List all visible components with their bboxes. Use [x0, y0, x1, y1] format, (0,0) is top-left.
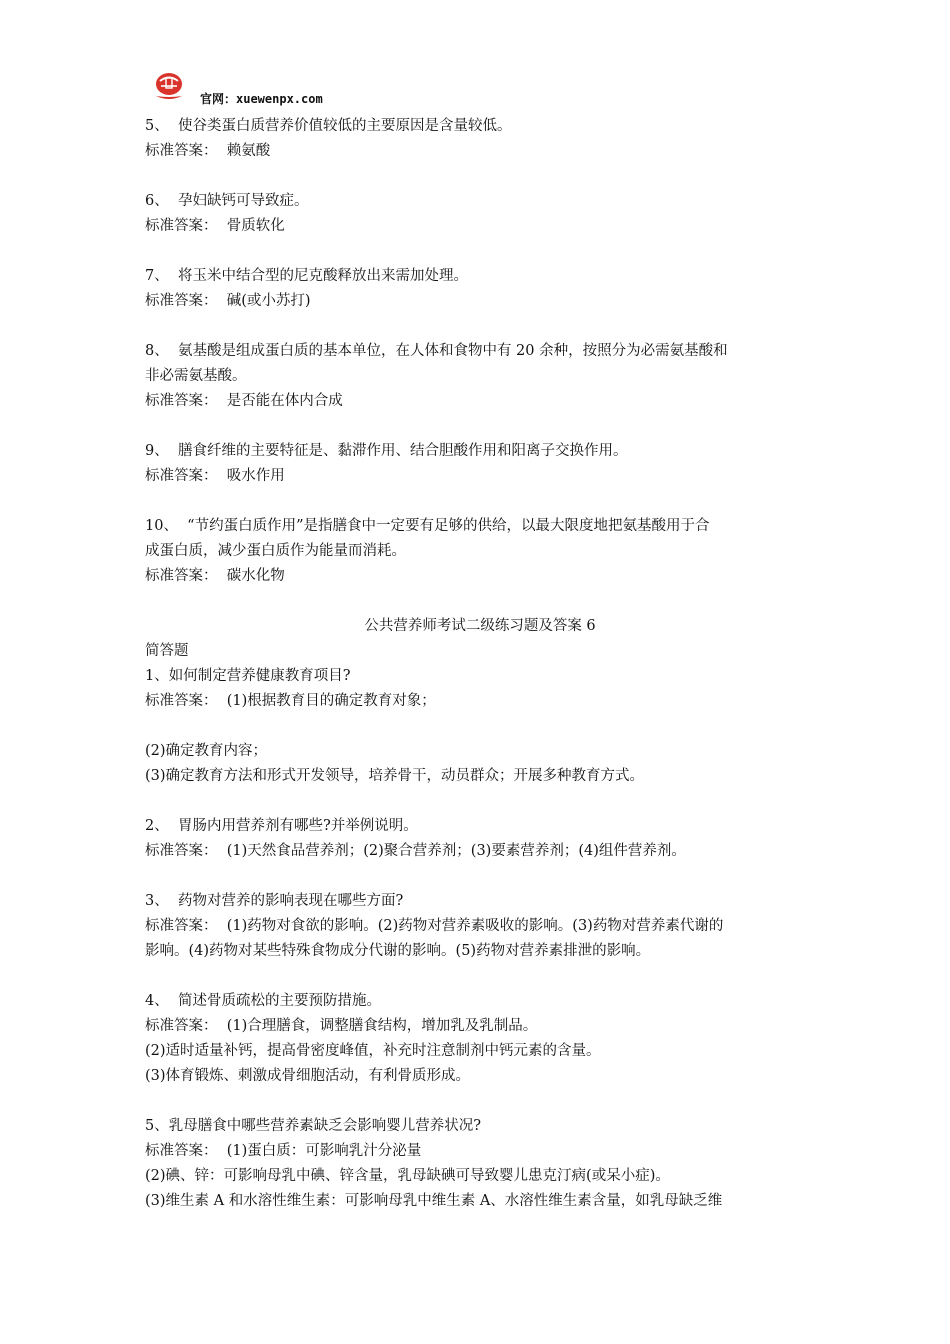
document-body [145, 114, 815, 1214]
text-line: (2)适时适量补钙，提高骨密度峰值，补充时注意制剂中钙元素的含量。 [145, 1043, 601, 1059]
text-line: 5、乳母膳食中哪些营养素缺乏会影响婴儿营养状况? [145, 1118, 481, 1134]
text-line: 简答题 [145, 643, 189, 659]
text-line: 7、 将玉米中结合型的尼克酸释放出来需加处理。 [145, 268, 468, 284]
text-line: 10、 “节约蛋白质作用”是指膳食中一定要有足够的供给，以最大限度地把氨基酸用于合 [145, 518, 710, 534]
text-line: 标准答案： (1)根据教育目的确定教育对象； [145, 693, 436, 709]
text-line: 1、如何制定营养健康教育项目? [145, 668, 351, 684]
text-line: 6、 孕妇缺钙可导致症。 [145, 193, 309, 209]
text-line: 标准答案： (1)天然食品营养剂；(2)聚合营养剂；(3)要素营养剂；(4)组件营养剂。 [145, 843, 686, 859]
text-line: (3)维生素 A 和水溶性维生素：可影响母乳中维生素 A、水溶性维生素含量，如乳母缺乏维 [145, 1193, 723, 1209]
blank-line [145, 964, 815, 989]
text-line: 8、 氨基酸是组成蛋白质的基本单位，在人体和食物中有 20 余种，按照分为必需氨基酸和 [145, 343, 728, 359]
text-line: (3)体育锻炼、刺激成骨细胞活动，有利骨质形成。 [145, 1068, 471, 1084]
blank-line [145, 239, 815, 264]
page-header [152, 72, 552, 106]
text-line: 2、 胃肠内用营养剂有哪些?并举例说明。 [145, 818, 418, 834]
text-line: (2)碘、锌：可影响母乳中碘、锌含量，乳母缺碘可导致婴儿患克汀病(或呆小症)。 [145, 1168, 670, 1184]
blank-line [145, 164, 815, 189]
text-line: 4、 简述骨质疏松的主要预防措施。 [145, 993, 381, 1009]
text-line: 标准答案： 骨质软化 [145, 218, 285, 234]
text-line: 3、 药物对营养的影响表现在哪些方面? [145, 893, 404, 909]
text-line: 9、 膳食纤维的主要特征是、黏滞作用、结合胆酸作用和阳离子交换作用。 [145, 443, 628, 459]
blank-line [145, 489, 815, 514]
text-line: 标准答案： (1)合理膳食，调整膳食结构，增加乳及乳制品。 [145, 1018, 538, 1034]
text-line: 5、 使谷类蛋白质营养价值较低的主要原因是含量较低。 [145, 118, 512, 134]
blank-line [145, 789, 815, 814]
section-title: 公共营养师考试二级练习题及答案 6 [364, 618, 596, 634]
text-line: 标准答案： 吸水作用 [145, 468, 285, 484]
text-line: 标准答案： (1)蛋白质：可影响乳汁分泌量 [145, 1143, 422, 1159]
text-line: 非必需氨基酸。 [145, 368, 247, 384]
seal-logo-icon [152, 72, 186, 102]
text-line: (3)确定教育方法和形式开发领导，培养骨干，动员群众；开展多种教育方式。 [145, 768, 645, 784]
text-line: 标准答案： 赖氨酸 [145, 143, 271, 159]
blank-line [145, 314, 815, 339]
blank-line [145, 714, 815, 739]
text-line: 标准答案： 碱(或小苏打) [145, 293, 311, 309]
blank-line [145, 864, 815, 889]
blank-line [145, 1089, 815, 1114]
text-line: 标准答案： 碳水化物 [145, 568, 285, 584]
blank-line [145, 414, 815, 439]
text-line: (2)确定教育内容； [145, 743, 268, 759]
text-line: 标准答案： 是否能在体内合成 [145, 393, 343, 409]
text-line: 影响。(4)药物对某些特殊食物成分代谢的影响。(5)药物对营养素排泄的影响。 [145, 943, 651, 959]
site-url-label: 官网：xuewenpx.com [200, 92, 323, 106]
text-line: 成蛋白质，减少蛋白质作为能量而消耗。 [145, 543, 406, 559]
blank-line [145, 589, 815, 614]
text-line: 标准答案： (1)药物对食欲的影响。(2)药物对营养素吸收的影响。(3)药物对营养素代谢的 [145, 918, 724, 934]
